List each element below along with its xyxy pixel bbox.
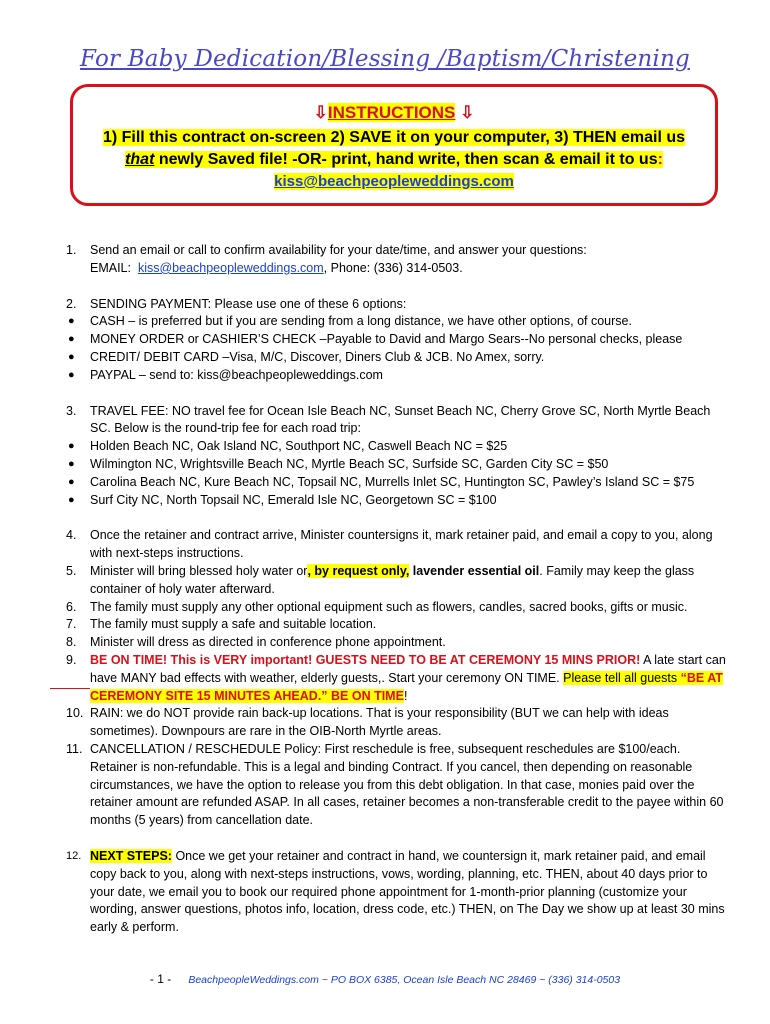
instructions-line-3: that newly Saved file! -OR- print, hand write, then scan & email it to us: — [125, 151, 663, 168]
list-item-12: 12. NEXT STEPS: Once we get your retainer and contract in hand, we countersign it, mark retainer paid, and email copy back to you, along with next-steps instructions, vows, wording, planning, etc. THEN, about 40 days prior to your date, we email you to book our required phone appointment for 1-month-prior planning (customize your wording, answer questions, photos info, location, dress code, etc.) THEN, on The Day we show up at least 30 mins early & perform. — [66, 848, 725, 935]
footer-text: BeachpeopleWeddings.com ~ PO BOX 6385, Ocean Isle Beach NC 28469 ~ (336) 314-0503 — [188, 974, 621, 986]
page-footer — [0, 972, 770, 986]
list-item-1: 1. Send an email or call to confirm availability for your date/time, and answer your questions: EMAIL: kiss@beachpeopleweddings.com, Phone: (336) 314-0503. — [66, 243, 587, 275]
instructions-email-link[interactable]: kiss@beachpeopleweddings.com — [274, 173, 514, 190]
page-number: - 1 - — [149, 972, 172, 986]
bullet-item: ● MONEY ORDER or CASHIER’S CHECK –Payable to David and Margo Sears--No personal checks, please — [68, 332, 683, 347]
down-arrow-icon: ⇩ — [460, 103, 475, 122]
email-link[interactable]: kiss@beachpeopleweddings.com — [137, 260, 324, 275]
bullet-item: ● CASH – is preferred but if you are sending from a long distance, we have other options, of course. — [68, 314, 632, 329]
list-item-8: 8. Minister will dress as directed in conference phone appointment. — [66, 635, 446, 650]
contract-body — [66, 242, 726, 937]
bullet-item: ● Carolina Beach NC, Kure Beach NC, Topsail NC, Murrells Inlet SC, Huntington SC, Pawley’s Island SC = $75 — [68, 474, 695, 489]
list-item-9: 9. BE ON TIME! This is VERY important! GUESTS NEED TO BE AT CEREMONY 15 MINS PRIOR! A late start can have MANY bad effects with weather, elderly guests,. Start your ceremony ON TIME. Please tell all guests “BE AT CEREMONY SITE 15 MINUTES AHEAD.” BE ON TIME! — [66, 652, 726, 703]
list-item-3: 3. TRAVEL FEE: NO travel fee for Ocean Isle Beach NC, Sunset Beach NC, Cherry Grove SC, North Myrtle Beach SC. Below is the round-trip fee for each road trip: — [66, 403, 711, 436]
list-item-5: 5. Minister will bring blessed holy water or, by request only, lavender essential oil. Family may keep the glass container of holy water afterward. — [66, 563, 695, 596]
down-arrow-icon: ⇩ — [313, 103, 328, 122]
instructions-line-2: 1) Fill this contract on-screen 2) SAVE it on your computer, 3) THEN email us — [102, 129, 686, 146]
list-item-2: 2. SENDING PAYMENT: Please use one of these 6 options: — [66, 296, 407, 311]
bullet-item: ● Surf City NC, North Topsail NC, Emerald Isle NC, Georgetown SC = $100 — [68, 492, 497, 507]
list-item-11: 11. CANCELLATION / RESCHEDULE Policy: First reschedule is free, subsequent reschedules are $100/each. Retainer is non-refundable. This is a legal and binding Contract. If you cancel, then depending on reasonable circumstances, we have the option to release you from this debt obligation. In that case, monies paid over the retainer amount are refunded ASAP. In all cases, retainer becomes a non-transferable credit to the payee within 60 months (5 years) from cancellation date. — [66, 741, 724, 828]
bullet-item: ● Holden Beach NC, Oak Island NC, Southport NC, Caswell Beach NC = $25 — [68, 439, 508, 454]
bullet-item: ● PAYPAL – send to: kiss@beachpeopleweddings.com — [68, 367, 383, 382]
list-item-7: 7. The family must supply a safe and suitable location. — [66, 617, 377, 632]
bullet-item: ● Wilmington NC, Wrightsville Beach NC, Myrtle Beach SC, Surfside SC, Garden City SC = $50 — [68, 456, 609, 471]
bullet-item: ● CREDIT/ DEBIT CARD –Visa, M/C, Discover, Diners Club & JCB. No Amex, sorry. — [68, 349, 545, 364]
list-item-10: 10. RAIN: we do NOT provide rain back-up locations. That is your responsibility (BUT we can help with ideas sometimes). Downpours are rare in the OIB-North Myrtle areas. — [66, 706, 669, 739]
list-item-4: 4. Once the retainer and contract arrive, Minister countersigns it, mark retainer paid, and email a copy to you, along with next-steps instructions. — [66, 528, 713, 561]
document-title: For Baby Dedication/Blessing /Baptism/Christening — [80, 46, 690, 72]
instructions-heading: ⇩INSTRUCTIONS ⇩ — [313, 103, 475, 122]
list-item-6: 6. The family must supply any other optional equipment such as flowers, candles, sacred books, gifts or music. — [66, 599, 688, 614]
instructions-box — [70, 84, 718, 206]
